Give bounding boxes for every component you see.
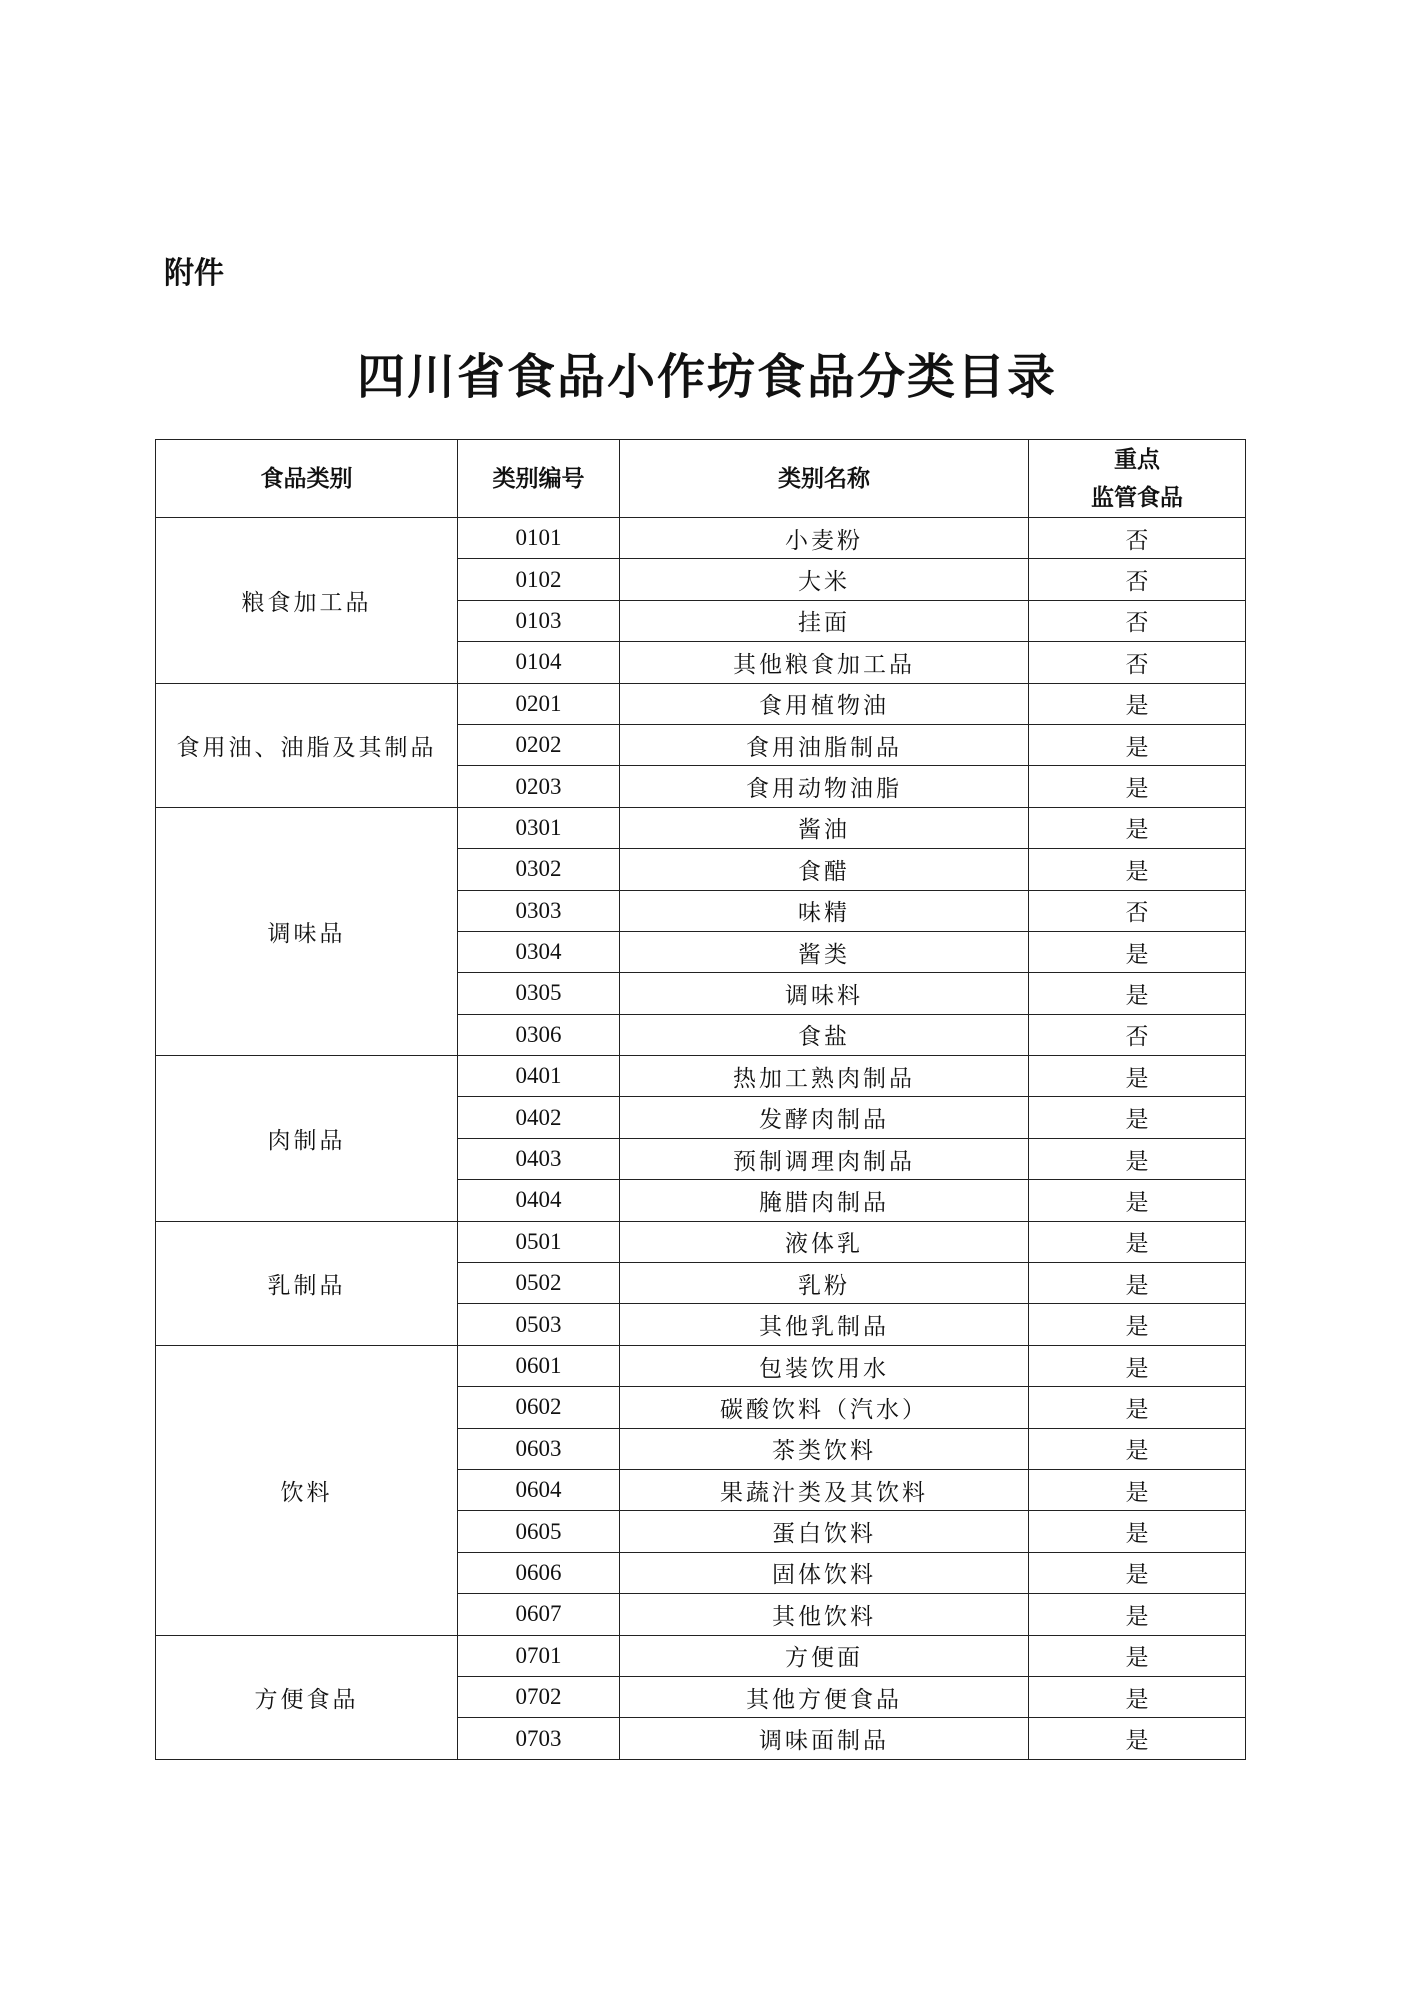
name-cell: 食盐 [620, 1014, 1029, 1055]
table-row [156, 1221, 1246, 1262]
key-supervision-cell: 是 [1029, 1263, 1246, 1304]
key-supervision-cell: 否 [1029, 1014, 1246, 1055]
category-cell: 粮食加工品 [156, 518, 458, 684]
code-cell: 0306 [458, 1014, 620, 1055]
category-cell: 肉制品 [156, 1056, 458, 1222]
food-category-table [155, 439, 1246, 1760]
name-cell: 其他方便食品 [620, 1676, 1029, 1717]
key-supervision-cell: 是 [1029, 1469, 1246, 1510]
code-cell: 0303 [458, 890, 620, 931]
name-cell: 食用动物油脂 [620, 766, 1029, 807]
code-cell: 0301 [458, 807, 620, 848]
code-cell: 0102 [458, 559, 620, 600]
table-row [156, 1635, 1246, 1676]
key-supervision-cell: 是 [1029, 849, 1246, 890]
table-body [156, 518, 1246, 1760]
name-cell: 方便面 [620, 1635, 1029, 1676]
column-header-key-supervision: 重点 监管食品 [1029, 440, 1246, 518]
key-supervision-cell: 否 [1029, 600, 1246, 641]
category-cell: 调味品 [156, 807, 458, 1055]
name-cell: 乳粉 [620, 1263, 1029, 1304]
code-cell: 0304 [458, 931, 620, 972]
category-cell: 饮料 [156, 1345, 458, 1635]
key-supervision-cell: 是 [1029, 1345, 1246, 1386]
name-cell: 发酵肉制品 [620, 1097, 1029, 1138]
code-cell: 0602 [458, 1387, 620, 1428]
key-supervision-cell: 是 [1029, 766, 1246, 807]
category-cell: 乳制品 [156, 1221, 458, 1345]
name-cell: 调味面制品 [620, 1718, 1029, 1759]
key-supervision-cell: 是 [1029, 1718, 1246, 1759]
table-row [156, 1345, 1246, 1386]
key-supervision-cell: 是 [1029, 1594, 1246, 1635]
key-supervision-cell: 是 [1029, 1552, 1246, 1593]
code-cell: 0202 [458, 724, 620, 765]
category-cell: 方便食品 [156, 1635, 458, 1759]
key-supervision-cell: 是 [1029, 1097, 1246, 1138]
table-row [156, 807, 1246, 848]
name-cell: 其他粮食加工品 [620, 642, 1029, 683]
name-cell: 酱类 [620, 931, 1029, 972]
code-cell: 0605 [458, 1511, 620, 1552]
category-cell: 食用油、油脂及其制品 [156, 683, 458, 807]
code-cell: 0701 [458, 1635, 620, 1676]
code-cell: 0201 [458, 683, 620, 724]
key-supervision-cell: 是 [1029, 724, 1246, 765]
code-cell: 0104 [458, 642, 620, 683]
name-cell: 酱油 [620, 807, 1029, 848]
name-cell: 其他乳制品 [620, 1304, 1029, 1345]
key-supervision-cell: 是 [1029, 1138, 1246, 1179]
code-cell: 0103 [458, 600, 620, 641]
code-cell: 0305 [458, 973, 620, 1014]
page-title: 四川省食品小作坊食品分类目录 [356, 349, 1057, 405]
name-cell: 挂面 [620, 600, 1029, 641]
name-cell: 固体饮料 [620, 1552, 1029, 1593]
column-header-name: 类别名称 [620, 440, 1029, 518]
name-cell: 碳酸饮料（汽水） [620, 1387, 1029, 1428]
key-supervision-cell: 是 [1029, 1180, 1246, 1221]
name-cell: 液体乳 [620, 1221, 1029, 1262]
key-supervision-cell: 是 [1029, 1387, 1246, 1428]
key-supervision-cell: 否 [1029, 559, 1246, 600]
code-cell: 0502 [458, 1263, 620, 1304]
code-cell: 0503 [458, 1304, 620, 1345]
code-cell: 0203 [458, 766, 620, 807]
key-supervision-cell: 是 [1029, 973, 1246, 1014]
code-cell: 0501 [458, 1221, 620, 1262]
name-cell: 大米 [620, 559, 1029, 600]
code-cell: 0606 [458, 1552, 620, 1593]
name-cell: 食醋 [620, 849, 1029, 890]
key-supervision-cell: 是 [1029, 1635, 1246, 1676]
key-supervision-cell: 是 [1029, 1676, 1246, 1717]
name-cell: 味精 [620, 890, 1029, 931]
key-supervision-cell: 否 [1029, 890, 1246, 931]
name-cell: 预制调理肉制品 [620, 1138, 1029, 1179]
table-row [156, 683, 1246, 724]
code-cell: 0403 [458, 1138, 620, 1179]
name-cell: 热加工熟肉制品 [620, 1056, 1029, 1097]
name-cell: 食用植物油 [620, 683, 1029, 724]
name-cell: 腌腊肉制品 [620, 1180, 1029, 1221]
attachment-label: 附件 [164, 256, 224, 291]
name-cell: 小麦粉 [620, 518, 1029, 559]
code-cell: 0402 [458, 1097, 620, 1138]
name-cell: 包装饮用水 [620, 1345, 1029, 1386]
column-header-category: 食品类别 [156, 440, 458, 518]
name-cell: 其他饮料 [620, 1594, 1029, 1635]
table-row [156, 518, 1246, 559]
name-cell: 茶类饮料 [620, 1428, 1029, 1469]
name-cell: 调味料 [620, 973, 1029, 1014]
key-supervision-cell: 否 [1029, 518, 1246, 559]
key-supervision-cell: 是 [1029, 683, 1246, 724]
key-supervision-cell: 是 [1029, 1304, 1246, 1345]
key-supervision-cell: 是 [1029, 1511, 1246, 1552]
code-cell: 0601 [458, 1345, 620, 1386]
name-cell: 果蔬汁类及其饮料 [620, 1469, 1029, 1510]
code-cell: 0607 [458, 1594, 620, 1635]
table-row [156, 1056, 1246, 1097]
code-cell: 0404 [458, 1180, 620, 1221]
code-cell: 0603 [458, 1428, 620, 1469]
key-supervision-cell: 否 [1029, 642, 1246, 683]
code-cell: 0604 [458, 1469, 620, 1510]
code-cell: 0302 [458, 849, 620, 890]
column-header-code: 类别编号 [458, 440, 620, 518]
key-supervision-cell: 是 [1029, 1221, 1246, 1262]
code-cell: 0703 [458, 1718, 620, 1759]
code-cell: 0401 [458, 1056, 620, 1097]
table-header-row [156, 440, 1246, 518]
key-supervision-cell: 是 [1029, 807, 1246, 848]
name-cell: 蛋白饮料 [620, 1511, 1029, 1552]
code-cell: 0101 [458, 518, 620, 559]
key-supervision-cell: 是 [1029, 931, 1246, 972]
name-cell: 食用油脂制品 [620, 724, 1029, 765]
key-supervision-cell: 是 [1029, 1428, 1246, 1469]
code-cell: 0702 [458, 1676, 620, 1717]
key-supervision-cell: 是 [1029, 1056, 1246, 1097]
